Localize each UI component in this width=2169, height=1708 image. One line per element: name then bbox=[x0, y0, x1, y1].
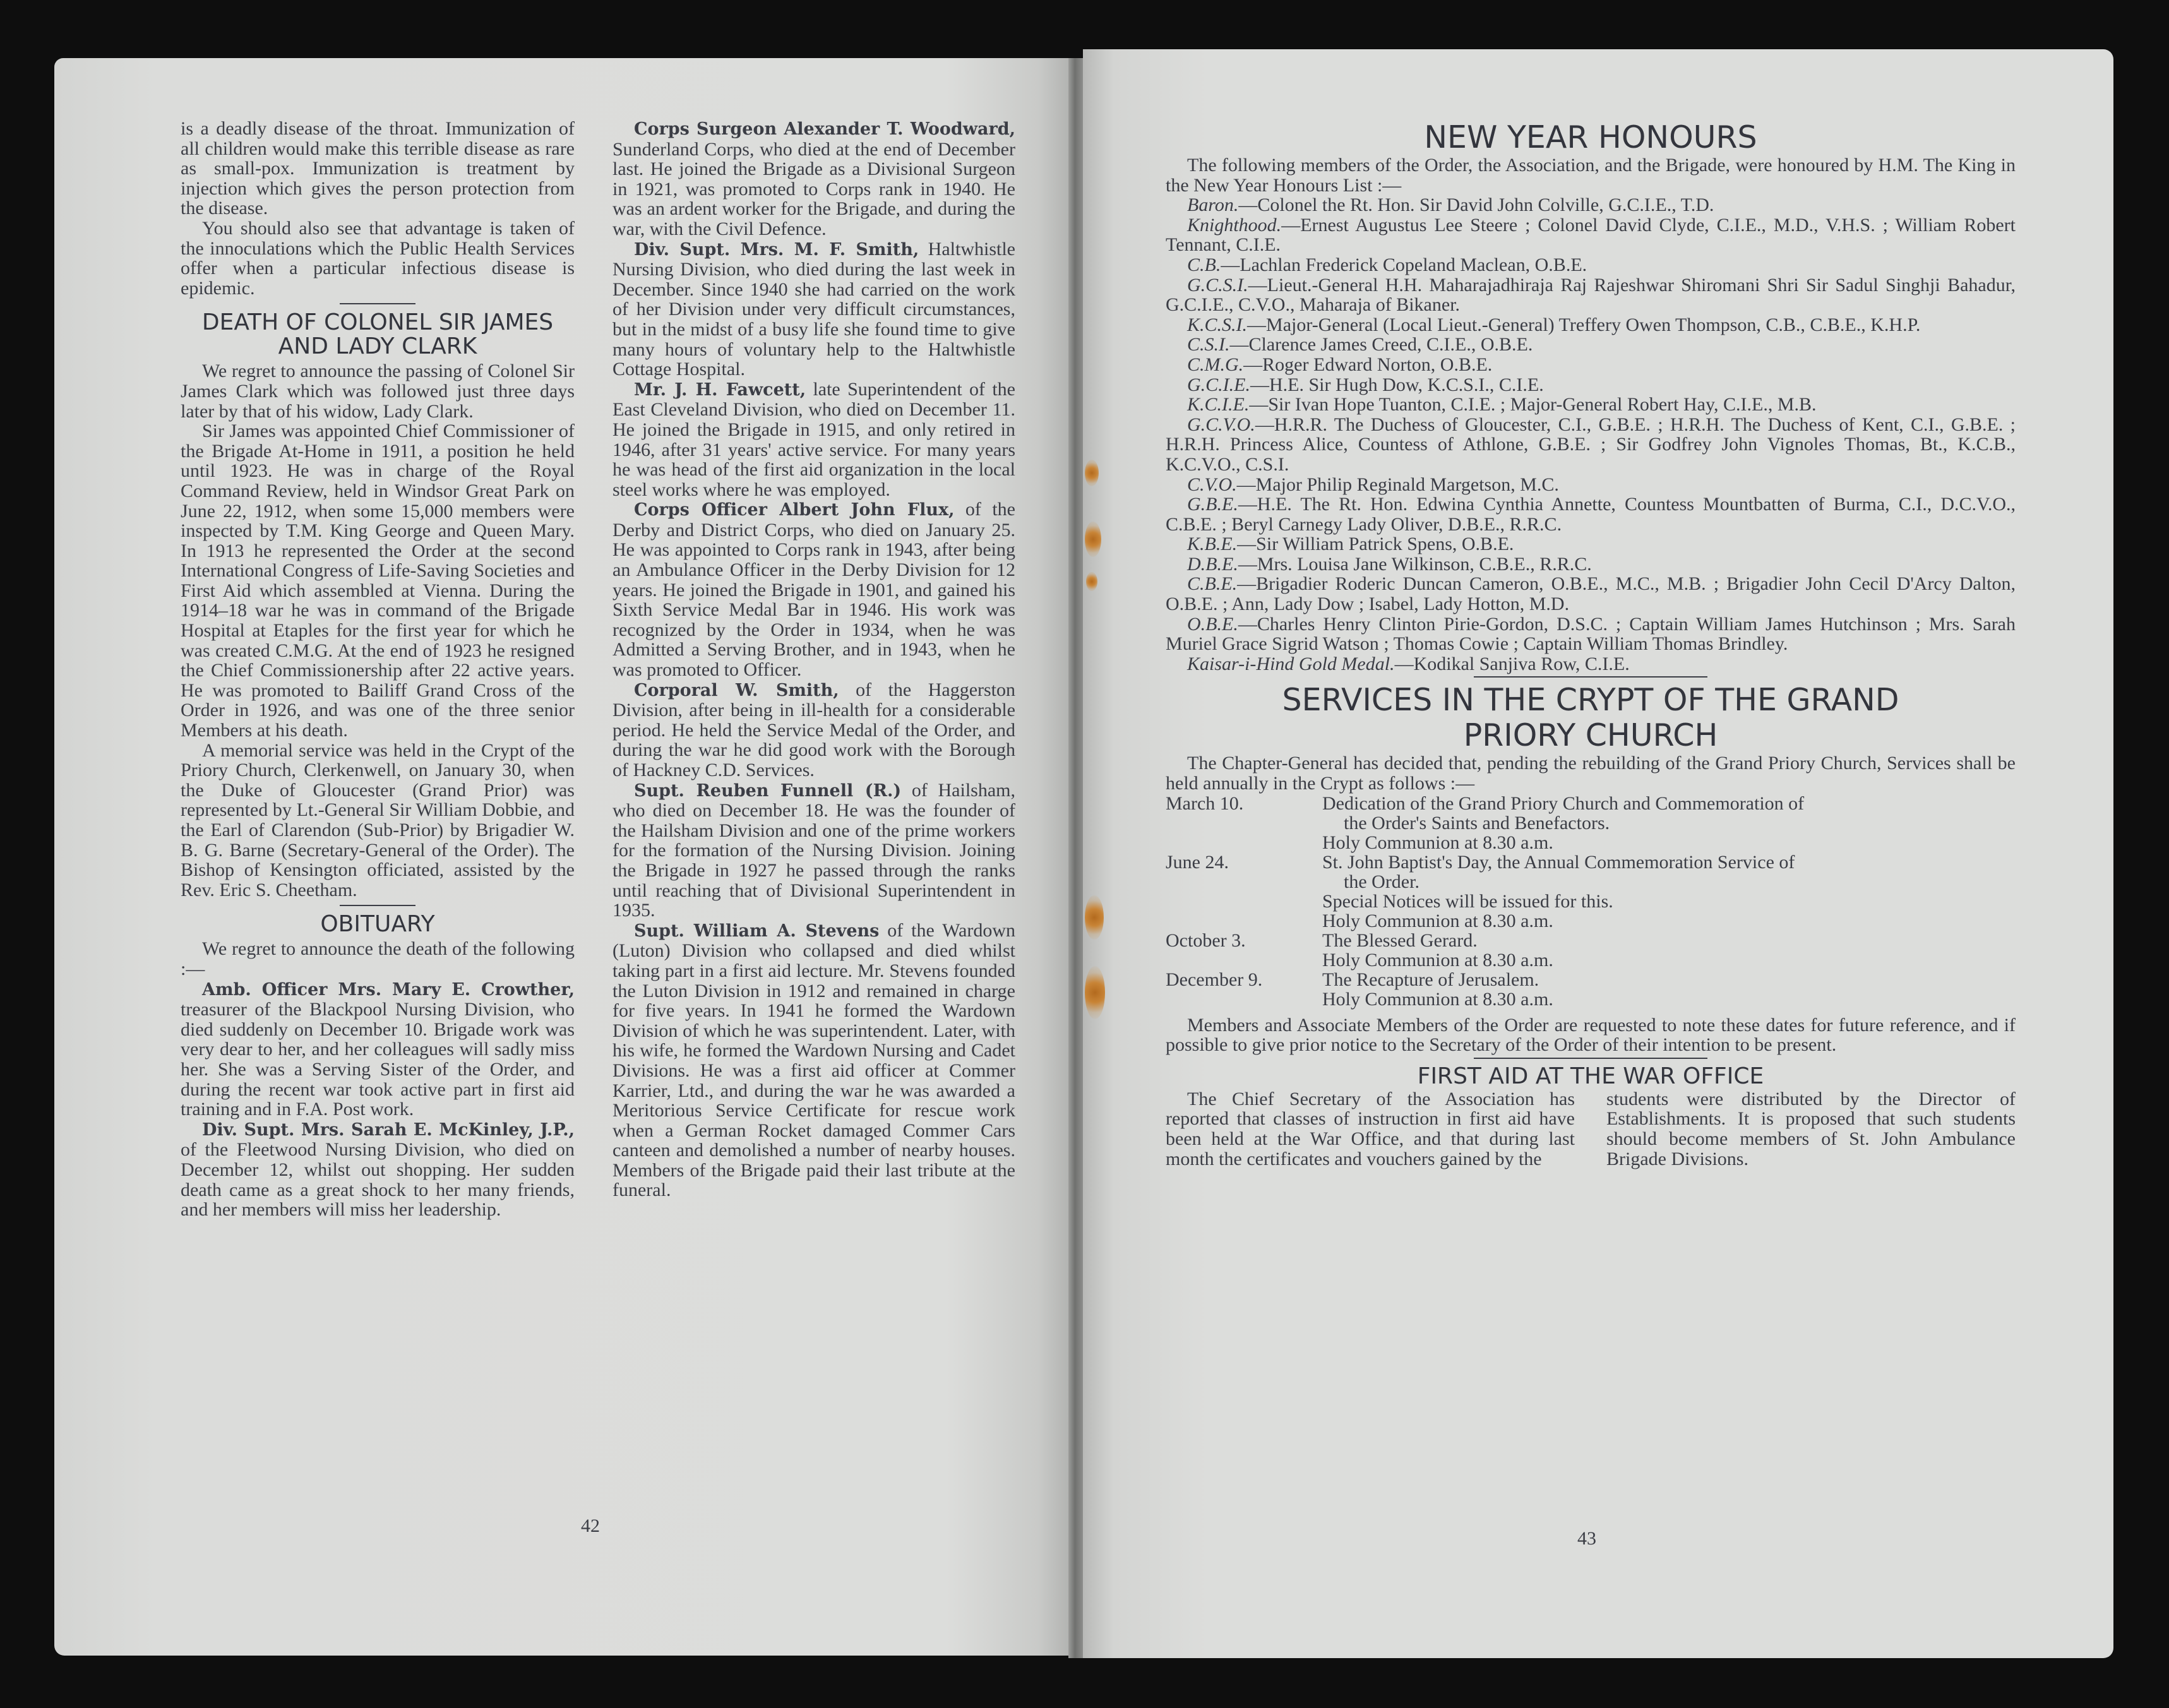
section-heading: SERVICES IN THE CRYPT OF THE GRAND bbox=[1282, 682, 1899, 719]
schedule-row bbox=[1166, 852, 2016, 931]
obituary-text: of the Fleetwood Nursing Division, who died on December 12, whilst out shopping. Her sudden death came as a great shock to her many friends, and her members will miss her leadership. bbox=[181, 1139, 575, 1221]
schedule-line: Dedication of the Grand Priory Church and Commemoration of bbox=[1322, 792, 1805, 814]
service-schedule bbox=[1166, 794, 2016, 1009]
honour-entry bbox=[1166, 255, 2016, 275]
section-divider bbox=[340, 905, 415, 906]
schedule-date: October 3. bbox=[1166, 929, 1246, 951]
obituary-name: Supt. Reuben Funnell (R.) bbox=[634, 780, 902, 801]
obituary-text: late Superintendent of the East Cleveland Division, who died on December 11. He joined the Brigade in 1915, and only retired in 1946, after 31 years' active service. For many years he was head of the first aid organization in the local steel works where he was employed. bbox=[612, 378, 1015, 500]
page-title: NEW YEAR HONOURS bbox=[1424, 119, 1757, 155]
obituary-text: Sunderland Corps, who died at the end of December last. He joined the Brigade as a Divisional Surgeon in 1921, was promoted to Corps rank in 1940. He was an ardent worker for the Brigade, and during the war, with the Civil Defence. bbox=[612, 138, 1015, 239]
schedule-line: Holy Communion at 8.30 a.m. bbox=[1322, 832, 1553, 853]
honour-recipients: —Clarence James Creed, C.I.E., O.B.E. bbox=[1229, 334, 1533, 355]
schedule-line: The Recapture of Jerusalem. bbox=[1322, 969, 1539, 990]
honour-entry bbox=[1166, 494, 2016, 534]
honour-title: G.C.I.E. bbox=[1187, 374, 1250, 395]
honour-title: C.S.I. bbox=[1187, 334, 1230, 355]
schedule-details bbox=[1322, 931, 2016, 970]
book-gutter bbox=[1068, 58, 1083, 1658]
honour-title: G.C.V.O. bbox=[1187, 414, 1255, 435]
schedule-line: Holy Communion at 8.30 a.m. bbox=[1322, 910, 1553, 931]
paragraph: We regret to announce the passing of Colonel Sir James Clark which was followed just three days later by that of his widow, Lady Clark. bbox=[181, 361, 575, 422]
honour-title: Baron. bbox=[1187, 194, 1239, 216]
text-column-left bbox=[1166, 1089, 1575, 1169]
honour-title: G.C.S.I. bbox=[1187, 274, 1248, 296]
obituary-text: Haltwhistle Nursing Division, who died during the last week in December. Since 1940 she had carried on the work of her Division under very difficult circumstances, but in the midst of a busy life she found time to give many hours of voluntary help to the Haltwhistle Cottage Hospital. bbox=[612, 238, 1015, 380]
honour-entry bbox=[1166, 654, 2016, 674]
section-heading: DEATH OF COLONEL SIR JAMES AND LADY CLARK bbox=[201, 309, 554, 360]
honour-recipients: —Major Philip Reginald Margetson, M.C. bbox=[1236, 474, 1559, 495]
page-number: 42 bbox=[581, 1515, 600, 1536]
honour-entry bbox=[1166, 375, 2016, 395]
page-number: 43 bbox=[1577, 1528, 1596, 1549]
obituary-name: Corporal W. Smith, bbox=[634, 680, 839, 700]
stain-mark bbox=[1086, 572, 1097, 591]
left-column-2 bbox=[612, 119, 1015, 1200]
schedule-line: St. John Baptist's Day, the Annual Commemoration Service of bbox=[1322, 851, 1795, 873]
honour-entry bbox=[1166, 614, 2016, 654]
honour-title: Kaisar-i-Hind Gold Medal. bbox=[1187, 653, 1395, 674]
obituary-entry bbox=[612, 780, 1015, 921]
honour-entry bbox=[1166, 554, 2016, 575]
schedule-date: December 9. bbox=[1166, 969, 1263, 990]
honour-title: K.B.E. bbox=[1187, 534, 1238, 555]
section-heading: OBITUARY bbox=[320, 911, 435, 938]
honour-recipients: —Ernest Augustus Lee Steere ; Colonel David Clyde, C.I.E., M.D., V.H.S. ; William Robert Tennant, C.I.E. bbox=[1166, 214, 2016, 256]
schedule-row bbox=[1166, 970, 2016, 1009]
honour-title: C.B.E. bbox=[1187, 573, 1238, 595]
obituary-entry bbox=[612, 921, 1015, 1200]
paragraph: You should also see that advantage is taken of the innoculations which the Public Health Services offer when a particular infectious disease is epidemic. bbox=[181, 217, 575, 299]
honour-entry bbox=[1166, 315, 2016, 335]
honour-entry bbox=[1166, 574, 2016, 614]
obituary-name: Div. Supt. Mrs. M. F. Smith, bbox=[634, 239, 919, 260]
schedule-date: March 10. bbox=[1166, 792, 1244, 814]
obituary-name: Amb. Officer Mrs. Mary E. Crowther, bbox=[202, 979, 575, 1000]
section-divider bbox=[1474, 676, 1707, 678]
paragraph: is a deadly disease of the throat. Immunization of all children would make this terrible disease as rare as small-pox. Immunization is treatment by injection which gives the person protection from the disease. bbox=[181, 118, 575, 219]
section-heading: FIRST AID AT THE WAR OFFICE bbox=[1417, 1063, 1764, 1089]
schedule-details bbox=[1322, 970, 2016, 1009]
obituary-text: of the Haggerston Division, after being in ill-health for a considerable period. He held the Service Medal of the Order, and during the war he did good work with the Borough of Hackney C.D. Services. bbox=[612, 679, 1016, 780]
obituary-text: of Hailsham, who died on December 18. He was the founder of the Hailsham Division and one of the prime workers for the formation of the Nursing Division. Joining the Brigade in 1927 he passed through the ranks until reaching that of Divisional Superintendent in 1935. bbox=[612, 779, 1015, 921]
schedule-line: Holy Communion at 8.30 a.m. bbox=[1322, 988, 1553, 1010]
obituary-entry bbox=[612, 379, 1015, 500]
schedule-row bbox=[1166, 931, 2016, 970]
section-divider bbox=[1474, 1058, 1707, 1059]
obituary-entry bbox=[612, 119, 1015, 239]
schedule-line: the Order's Saints and Benefactors. bbox=[1344, 812, 1610, 833]
section-divider bbox=[340, 303, 415, 304]
paragraph: The following members of the Order, the Association, and the Brigade, were honoured by H.M. The King in the New Year Honours List :— bbox=[1166, 155, 2016, 196]
honour-entry bbox=[1166, 275, 2016, 315]
schedule-date: June 24. bbox=[1166, 851, 1229, 873]
schedule-line: Holy Communion at 8.30 a.m. bbox=[1322, 949, 1553, 970]
honour-title: K.C.S.I. bbox=[1187, 314, 1248, 335]
obituary-entry bbox=[181, 1120, 575, 1220]
schedule-details bbox=[1322, 852, 2016, 931]
obituary-name: Supt. William A. Stevens bbox=[634, 921, 880, 941]
honour-title: C.M.G. bbox=[1187, 354, 1244, 375]
obituary-text: treasurer of the Blackpool Nursing Division, who died suddenly on December 10. Brigade work was very dear to her, and her colleagues will sadly miss her. She was a Serving Sister of the Order, and during the recent war took active part in first aid training and in F.A. Post work. bbox=[181, 999, 575, 1120]
two-column-text bbox=[1166, 1089, 2016, 1169]
honour-title: K.C.I.E. bbox=[1187, 394, 1250, 415]
obituary-name: Div. Supt. Mrs. Sarah E. McKinley, J.P., bbox=[202, 1120, 575, 1140]
honour-recipients: —Mrs. Louisa Jane Wilkinson, C.B.E., R.R.C. bbox=[1238, 553, 1592, 575]
stain-mark bbox=[1085, 966, 1105, 1019]
honour-entry bbox=[1166, 415, 2016, 475]
honour-recipients: —H.R.R. The Duchess of Gloucester, C.I., G.B.E. ; H.R.H. The Duchess of Kent, C.I., G.B.E. ; H.R.H. Princess Alice, Countess of Athlone, G.B.E. ; Sir Godfrey John Vignoles Thomas, Bt., K.C.B., K.C.V.O., C.S.I. bbox=[1166, 414, 2016, 475]
honours-list bbox=[1166, 195, 2016, 674]
paragraph: The Chapter-General has decided that, pending the rebuilding of the Grand Priory Church, Services shall be held annually in the Crypt as follows :— bbox=[1166, 753, 2016, 794]
obituary-entry bbox=[612, 239, 1015, 379]
honour-entry bbox=[1166, 395, 2016, 415]
honour-title: C.V.O. bbox=[1187, 474, 1237, 495]
honour-entry bbox=[1166, 355, 2016, 375]
section-heading: PRIORY CHURCH bbox=[1463, 717, 1718, 754]
schedule-details bbox=[1322, 794, 2016, 852]
stain-mark bbox=[1085, 895, 1104, 940]
honour-entry bbox=[1166, 475, 2016, 495]
honour-recipients: —Brigadier Roderic Duncan Cameron, O.B.E., M.C., M.B. ; Brigadier John Cecil D'Arcy Dalton, O.B.E. ; Ann, Lady Dow ; Isabel, Lady Hotton, M.D. bbox=[1166, 573, 2016, 615]
paragraph: Sir James was appointed Chief Commissioner of the Brigade At-Home in 1911, a position he held until 1923. He was in charge of the Royal Command Review, held in Windsor Great Park on June 22, 1912, when some 15,000 members were inspected by T.M. King George and Queen Mary. In 1913 he represented the Order at the second International Congress of Life-Saving Societies and First Aid which assembled at Vienna. During the 1914–18 war he was in command of the Brigade Hospital at Etaples for the first year for which he was created C.M.G. At the end of 1923 he resigned the Chief Commissionership after 22 active years. He was promoted to Bailiff Grand Cross of the Order in 1926, and was one of the three senior Members at his death. bbox=[181, 421, 575, 741]
honour-recipients: —Lachlan Frederick Copeland Maclean, O.B.E. bbox=[1221, 254, 1587, 275]
honour-recipients: —H.E. Sir Hugh Dow, K.C.S.I., C.I.E. bbox=[1250, 374, 1544, 395]
paragraph: Members and Associate Members of the Order are requested to note these dates for future reference, and if possible to give prior notice to the Secretary of the Order of their intention to be present. bbox=[1166, 1014, 2016, 1056]
honour-recipients: —Charles Henry Clinton Pirie-Gordon, D.S.C. ; Captain William James Hutchinson ; Mrs. Sarah Muriel Grace Sigrid Watson ; Thomas Cowie ; Captain William Thomas Brindley. bbox=[1166, 613, 2016, 655]
obituary-text: of the Derby and District Corps, who died on January 25. He was appointed to Corps rank in 1943, after being an Ambulance Officer in the Derby Division for 12 years. He joined the Brigade in 1901, and gained his Sixth Service Medal Bar in 1946. His work was recognized by the Order in 1934, when he was Admitted a Serving Brother, and in 1943, when he was promoted to Officer. bbox=[612, 499, 1015, 681]
schedule-line: the Order. bbox=[1344, 871, 1419, 892]
obituary-text: of the Wardown (Luton) Division who collapsed and died whilst taking part in a first aid lecture. Mr. Stevens founded the Luton Division in 1912 and remained in charge for five years. In 1941 he formed the Wardown Division of which he was superintendent. Later, with his wife, he formed the Wardown Nursing and Cadet Divisions. He was a first aid officer at Commer Karrier, Ltd., and during the war he was awarded a Meritorious Service Certificate for rescue work when a German Rocket damaged Commer Cars canteen and demolished a number of nearby houses. Members of the Brigade paid their last tribute at the funeral. bbox=[612, 919, 1016, 1201]
paragraph: A memorial service was held in the Crypt of the Priory Church, Clerkenwell, on January 30, when the Duke of Gloucester (Grand Prior) was represented by Lt.-General Sir William Dobbie, and the Earl of Clarendon (Sub-Prior) by Brigadier W. B. G. Barne (Secretary-General of the Order). The Bishop of Kensington officiated, assisted by the Rev. Eric S. Cheetham. bbox=[181, 739, 575, 900]
honour-title: G.B.E. bbox=[1187, 494, 1238, 515]
obituary-entry bbox=[612, 680, 1015, 780]
honour-recipients: —Sir Ivan Hope Tuanton, C.I.E. ; Major-General Robert Hay, C.I.E., M.B. bbox=[1249, 394, 1817, 415]
schedule-line: The Blessed Gerard. bbox=[1322, 929, 1478, 951]
honour-recipients: —H.E. The Rt. Hon. Edwina Cynthia Annette, Countess Mountbatten of Burma, C.I., D.C.V.O., C.B.E. ; Beryl Carnegy Lady Oliver, D.B.E., R.R.C. bbox=[1166, 494, 2016, 535]
obituary-name: Mr. J. H. Fawcett, bbox=[634, 379, 806, 400]
honour-recipients: —Lieut.-General H.H. Maharajadhiraja Raj Rajeshwar Shiromani Shri Sir Sadul Singhji Bahadur, G.C.I.E., C.V.O., Maharaja of Bikaner. bbox=[1166, 274, 2016, 316]
honour-recipients: —Sir William Patrick Spens, O.B.E. bbox=[1237, 534, 1514, 555]
honour-title: D.B.E. bbox=[1187, 553, 1238, 575]
obituary-entry bbox=[612, 499, 1015, 679]
paragraph: The Chief Secretary of the Association has reported that classes of instruction in first aid have been held at the War Office, and that during last month the certificates and vouchers gained by the bbox=[1166, 1088, 1575, 1169]
honour-title: C.B. bbox=[1187, 254, 1221, 275]
honour-title: Knighthood. bbox=[1187, 214, 1282, 236]
honour-entry bbox=[1166, 335, 2016, 355]
stain-mark bbox=[1085, 460, 1099, 486]
honour-recipients: —Colonel the Rt. Hon. Sir David John Colville, G.C.I.E., T.D. bbox=[1238, 194, 1714, 216]
honour-title: O.B.E. bbox=[1187, 613, 1238, 635]
schedule-row bbox=[1166, 794, 2016, 852]
obituary-entry bbox=[181, 979, 575, 1120]
stain-mark bbox=[1085, 522, 1101, 557]
honour-recipients: —Kodikal Sanjiva Row, C.I.E. bbox=[1394, 653, 1630, 674]
paragraph: We regret to announce the death of the following :— bbox=[181, 938, 575, 979]
honour-entry bbox=[1166, 195, 2016, 215]
obituary-name: Corps Surgeon Alexander T. Woodward, bbox=[634, 119, 1015, 139]
schedule-line: Special Notices will be issued for this. bbox=[1322, 890, 1613, 912]
right-page-content bbox=[1166, 120, 2016, 1169]
paragraph: students were distributed by the Director of Establishments. It is proposed that such students should become members of St. John Ambulance Brigade Divisions. bbox=[1606, 1088, 2016, 1169]
honour-recipients: —Major-General (Local Lieut.-General) Treffery Owen Thompson, C.B., C.B.E., K.H.P. bbox=[1247, 314, 1921, 335]
honour-recipients: —Roger Edward Norton, O.B.E. bbox=[1243, 354, 1493, 375]
obituary-name: Corps Officer Albert John Flux, bbox=[634, 500, 955, 520]
honour-entry bbox=[1166, 534, 2016, 554]
honour-entry bbox=[1166, 215, 2016, 255]
left-column-1 bbox=[181, 119, 575, 1220]
text-column-right bbox=[1606, 1089, 2016, 1169]
